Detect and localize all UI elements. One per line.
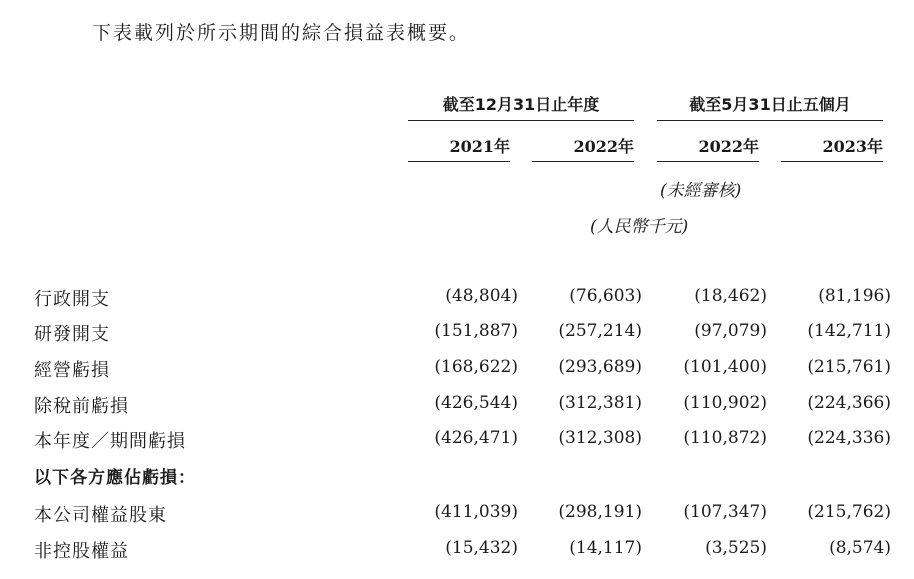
row-label: 本年度／期間虧損 <box>34 431 186 452</box>
unit-note: (人民幣千元) <box>590 217 689 237</box>
intro-paragraph: 下表載列於所示期間的綜合損益表概要。 <box>92 22 471 44</box>
cell-value: (312,308) <box>558 428 642 448</box>
cell-value: (101,400) <box>683 357 767 377</box>
table-row <box>0 501 914 531</box>
cell-value: (81,196) <box>818 286 891 306</box>
row-label: 非控股權益 <box>34 541 129 562</box>
year-rule <box>408 161 510 162</box>
row-label: 本公司權益股東 <box>34 505 167 526</box>
year-header-2022-five-months: 2022年 <box>698 137 759 156</box>
year-header-2021: 2021年 <box>449 137 510 156</box>
cell-value: (411,039) <box>434 502 518 522</box>
cell-value: (107,347) <box>683 502 767 522</box>
cell-value: (14,117) <box>569 538 642 558</box>
table-row <box>0 392 914 422</box>
row-label: 經營虧損 <box>34 360 110 381</box>
header-rule <box>657 120 883 121</box>
header-year-ended-dec31: 截至12月31日止年度 <box>442 95 600 114</box>
cell-value: (151,887) <box>434 321 518 341</box>
cell-value: (224,366) <box>807 393 891 413</box>
cell-value: (298,191) <box>558 502 642 522</box>
cell-value: (48,804) <box>445 286 518 306</box>
cell-value: (8,574) <box>829 538 891 558</box>
section-label: 以下各方應佔虧損： <box>34 468 196 488</box>
year-header-2022: 2022年 <box>573 137 634 156</box>
cell-value: (224,336) <box>807 428 891 448</box>
cell-value: (3,525) <box>705 538 767 558</box>
cell-value: (293,689) <box>558 357 642 377</box>
cell-value: (18,462) <box>694 286 767 306</box>
cell-value: (426,471) <box>434 428 518 448</box>
section-row <box>0 463 914 493</box>
cell-value: (215,762) <box>807 502 891 522</box>
cell-value: (312,381) <box>558 393 642 413</box>
cell-value: (215,761) <box>807 357 891 377</box>
year-header-2023-five-months: 2023年 <box>822 137 883 156</box>
row-label: 除稅前虧損 <box>34 396 129 417</box>
table-row <box>0 427 914 457</box>
table-row <box>0 320 914 350</box>
year-rule <box>657 161 759 162</box>
table-row <box>0 356 914 386</box>
cell-value: (110,872) <box>683 428 767 448</box>
cell-value: (142,711) <box>807 321 891 341</box>
cell-value: (97,079) <box>694 321 767 341</box>
cell-value: (76,603) <box>569 286 642 306</box>
header-rule <box>408 120 634 121</box>
cell-value: (168,622) <box>434 357 518 377</box>
row-label: 行政開支 <box>34 289 110 310</box>
cell-value: (110,902) <box>683 393 767 413</box>
table-row <box>0 537 914 567</box>
row-label: 研發開支 <box>34 324 110 345</box>
year-rule <box>781 161 883 162</box>
table-row <box>0 285 914 315</box>
unaudited-note: (未經審核) <box>660 181 742 201</box>
year-rule <box>532 161 634 162</box>
cell-value: (426,544) <box>434 393 518 413</box>
cell-value: (257,214) <box>558 321 642 341</box>
cell-value: (15,432) <box>445 538 518 558</box>
header-five-months-ended-may31: 截至5月31日止五個月 <box>689 95 851 114</box>
